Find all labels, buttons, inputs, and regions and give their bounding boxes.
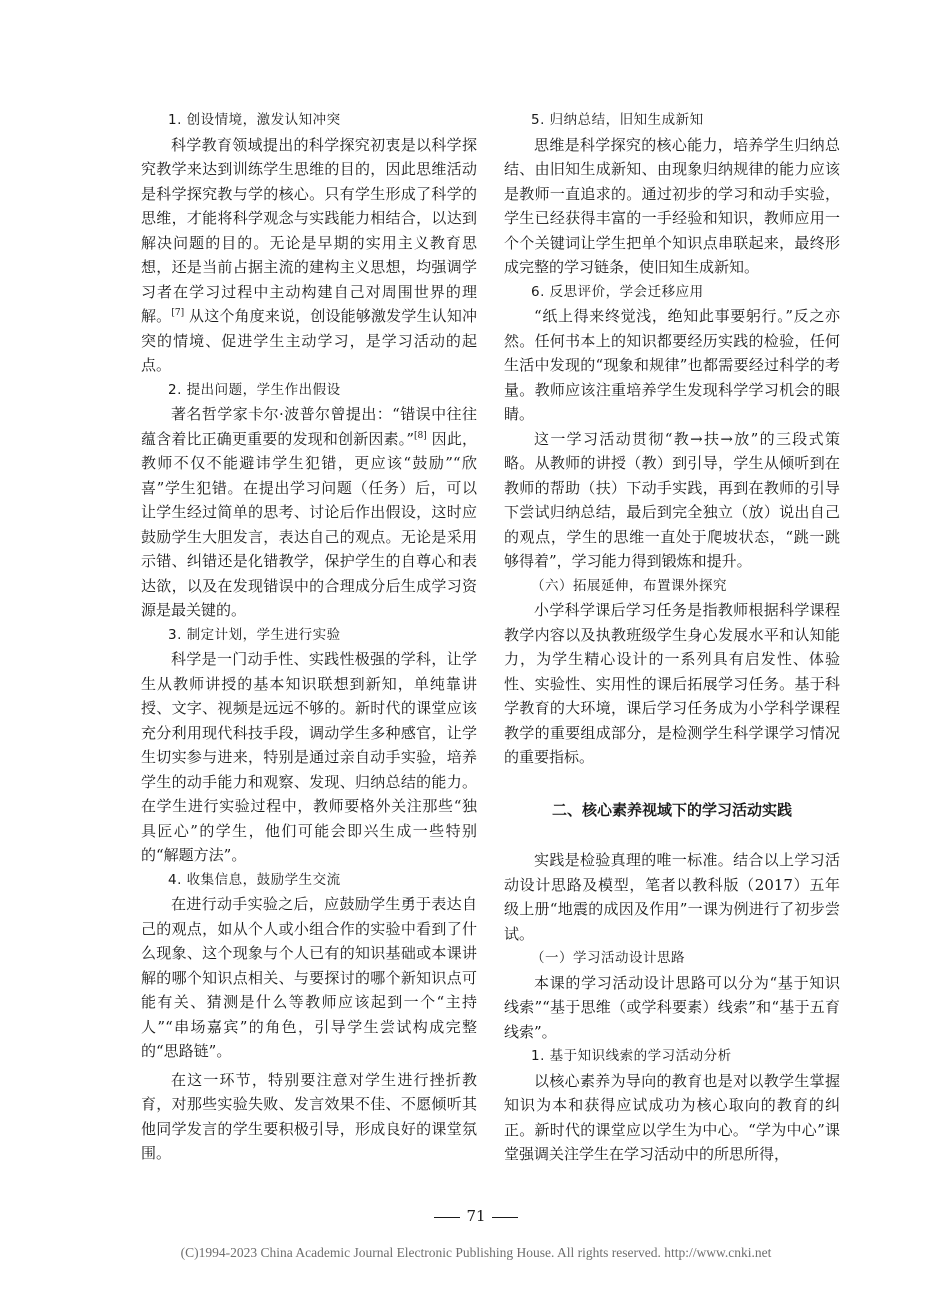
right-column	[504, 108, 840, 1167]
paragraph-text: 思维是科学探究的核心能力，培养学生归纳总结、由旧知生成新知、由现象归纳规律的能力应该是教师一直追求的。通过初步的学习和动手实验，学生已经获得丰富的一手经验和知识，教师应用一个个关键词让学生把单个知识点串联起来，最终形成完整的学习链条，使旧知生成新知。	[504, 135, 840, 276]
paragraph	[141, 402, 477, 623]
subheading	[141, 108, 477, 133]
paragraph-text: 2. 提出问题，学生作出假设	[168, 381, 341, 398]
page-number-dash-right	[492, 1217, 518, 1218]
paragraph	[141, 647, 477, 868]
page-number-dash-left	[434, 1217, 460, 1218]
paragraph-text: 本课的学习活动设计思路可以分为“基于知识线索”“基于思维（或学科要素）线索”和“基于五育线索”。	[504, 973, 840, 1041]
paragraph	[504, 971, 840, 1045]
paragraph	[141, 133, 477, 378]
paragraph	[504, 1069, 840, 1167]
paragraph-text: 小学科学课后学习任务是指教师根据科学课程教学内容以及执教班级学生身心发展水平和认知能力，为学生精心设计的一系列具有启发性、体验性、实验性、实用性的课后拓展学习任务。基于科学教育的大环境，课后学习任务成为小学科学课程教学的重要组成部分，是检测学生科学课学习情况的重要指标。	[504, 601, 840, 766]
subheading	[504, 574, 840, 599]
paragraph-text: 科学是一门动手性、实践性极强的学科，让学生从教师讲授的基本知识联想到新知，单纯靠讲授、文字、视频是远远不够的。新时代的课堂应该充分利用现代科技手段，调动学生多种感官，让学生切实参与进来，特别是通过亲自动手实验，培养学生的动手能力和观察、发现、归纳总结的能力。在学生进行实验过程中，教师要格外关注那些“独具匠心”的学生，他们可能会即兴生成一些特别的“解题方法”。	[141, 650, 477, 864]
paragraph-text: 以核心素养为导向的教育也是对以教学生掌握知识为本和获得应试成功为核心取向的教育的纠正。新时代的课堂应以学生为中心。“学为中心”课堂强调关注学生在学习活动中的所思所得，	[504, 1071, 840, 1163]
paragraph	[504, 598, 840, 770]
paragraph	[504, 133, 840, 280]
paragraph-text: 6. 反思评价，学会迁移应用	[531, 283, 704, 300]
paragraph-text: 二、核心素养视域下的学习活动实践	[551, 800, 792, 819]
paragraph-text: 科学教育领域提出的科学探究初衷是以科学探究教学来达到训练学生思维的目的，因此思维活动是科学探究教与学的核心。只有学生形成了科学的思维，才能将科学观念与实践能力相结合，以达到解决问题的目的。无论是早期的实用主义教育思想，还是当前占据主流的建构主义思想，均强调学习者在学习过程中主动构建自己对周围世界的理解。	[141, 135, 477, 325]
subheading	[141, 378, 477, 403]
paragraph	[504, 304, 840, 427]
subheading	[504, 108, 840, 133]
paragraph	[504, 848, 840, 946]
paragraph-text: 4. 收集信息，鼓励学生交流	[168, 871, 341, 888]
copyright-footer: (C)1994-2023 China Academic Journal Electronic Publishing House. All rights reserved. http://www.cnki.net	[180, 1245, 772, 1260]
paragraph-text-continued: 从这个角度来说，创设能够激发学生认知冲突的情境、促进学生主动学习，是学习活动的起点。	[141, 307, 477, 374]
subheading	[141, 868, 477, 893]
paragraph-text: 在进行动手实验之后，应鼓励学生勇于表达自己的观点，如从个人或小组合作的实验中看到了什么现象、这个现象与个人已有的知识基础或本课讲解的哪个知识点相关、与要探讨的哪个新知识点可能有关、猜测是什么等教师应该起到一个“主持人”“串场嘉宾”的角色，引导学生尝试构成完整的“思路链”。	[141, 895, 477, 1060]
paragraph-text-continued: 因此，教师不仅不能避讳学生犯错，更应该“鼓励”“欣喜”学生犯错。在提出学习问题（任务）后，可以让学生经过简单的思考、讨论后作出假设，这时应鼓励学生大胆发言，表达自己的观点。无论是采用示错、纠错还是化错教学，保护学生的自尊心和表达欲，以及在发现错误中的合理成分后生成学习资源是最关键的。	[141, 429, 477, 619]
paragraph-text: （六）拓展延伸，布置课外探究	[531, 577, 727, 594]
paragraph-text: 3. 制定计划，学生进行实验	[168, 626, 341, 643]
subheading	[504, 946, 840, 971]
citation-marker: [8]	[414, 430, 427, 441]
paragraph-text: 1. 基于知识线索的学习活动分析	[531, 1048, 732, 1064]
subheading	[504, 280, 840, 305]
subheading	[504, 1044, 840, 1069]
page-number	[0, 1207, 952, 1225]
paragraph-text: 5. 归纳总结，旧知生成新知	[531, 112, 704, 128]
subheading	[141, 623, 477, 648]
page-number-value: 71	[466, 1207, 486, 1225]
paragraph-text: 在这一环节，特别要注意对学生进行挫折教育，对那些实验失败、发言效果不佳、不愿倾听其他同学发言的学生要积极引导，形成良好的课堂氛围。	[141, 1070, 477, 1162]
citation-marker: [7]	[171, 308, 185, 318]
paragraph	[141, 892, 477, 1064]
section-heading	[504, 798, 840, 823]
paragraph	[504, 427, 840, 574]
paragraph-text: “纸上得来终觉浅，绝知此事要躬行。”反之亦然。任何书本上的知识都要经历实践的检验，任何生活中发现的“现象和规律”也都需要经过科学的考量。教师应该注重培养学生发现科学学习机会的眼睛。	[504, 307, 840, 423]
paragraph-text: 1. 创设情境，激发认知冲突	[168, 112, 341, 128]
paragraph-text: （一）学习活动设计思路	[531, 950, 685, 966]
paragraph-text: 著名哲学家卡尔·波普尔曾提出：“错误中往往蕴含着比正确更重要的发现和创新因素。”	[141, 405, 477, 448]
paragraph-text: 实践是检验真理的唯一标准。结合以上学习活动设计思路及模型，笔者以教科版（2017）五年级上册“地震的成因及作用”一课为例进行了初步尝试。	[504, 851, 840, 943]
paragraph-text: 这一学习活动贯彻“教→扶→放”的三段式策略。从教师的讲授（教）到引导，学生从倾听到在教师的帮助（扶）下动手实践，再到在教师的引导下尝试归纳总结，最后到完全独立（放）说出自己的观点，学生的思维一直处于爬坡状态，“跳一跳够得着”，学习能力得到锻炼和提升。	[504, 429, 840, 570]
left-column	[141, 108, 477, 1166]
paragraph	[141, 1068, 477, 1166]
